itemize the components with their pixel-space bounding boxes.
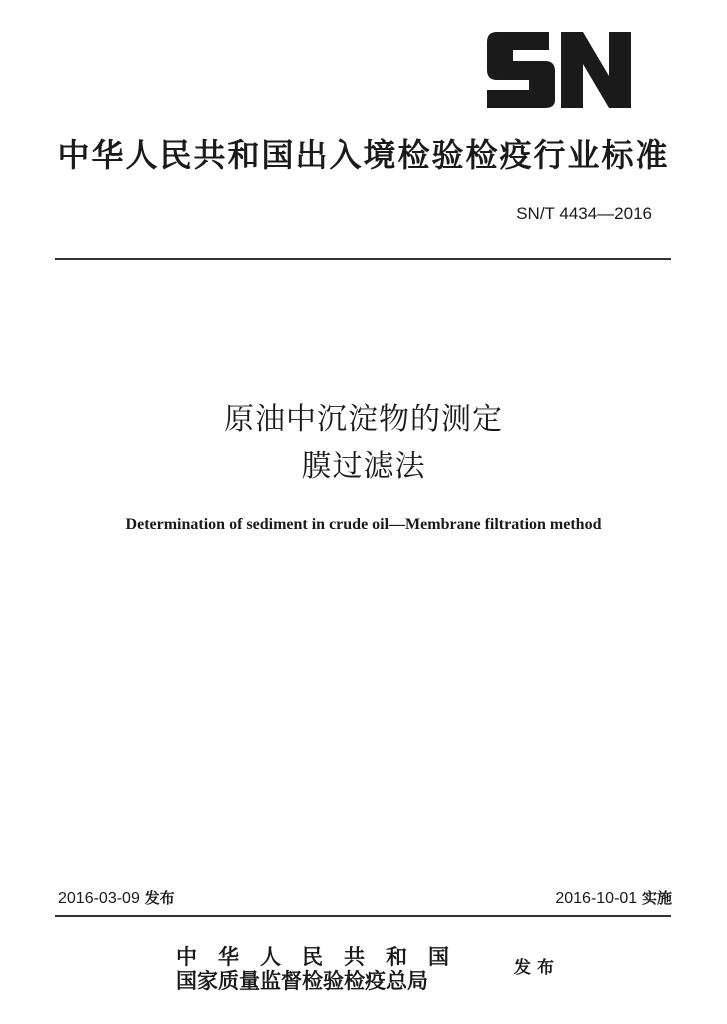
logo-letter-n: [561, 32, 631, 108]
implementation-date: 2016-10-01: [555, 890, 638, 907]
top-divider: [55, 258, 671, 260]
publisher-line-2: 国家质量监督检验检疫总局: [176, 969, 428, 993]
issuer-title: 中华人民共和国出入境检验检疫行业标准: [57, 136, 670, 174]
issue-date: 2016-03-09: [58, 890, 140, 907]
logo-letter-s: [487, 32, 555, 108]
implementation-label: 实施: [641, 889, 672, 907]
sn-logo: [483, 28, 633, 112]
publish-action: 发布: [514, 958, 560, 978]
document-title-en: Determination of sediment in crude oil—Membrane filtration method: [125, 516, 602, 533]
document-title-cn: 原油中沉淀物的测定: [224, 402, 503, 437]
implementation-date-block: [555, 887, 672, 910]
standard-number: SN/T 4434—2016: [516, 204, 652, 223]
publisher-line-1: 中华人民共和国: [176, 945, 470, 969]
issue-label: 发布: [144, 889, 175, 907]
issue-date-block: [58, 887, 175, 910]
bottom-divider: [55, 915, 671, 917]
document-subtitle-cn: 膜过滤法: [301, 449, 426, 484]
